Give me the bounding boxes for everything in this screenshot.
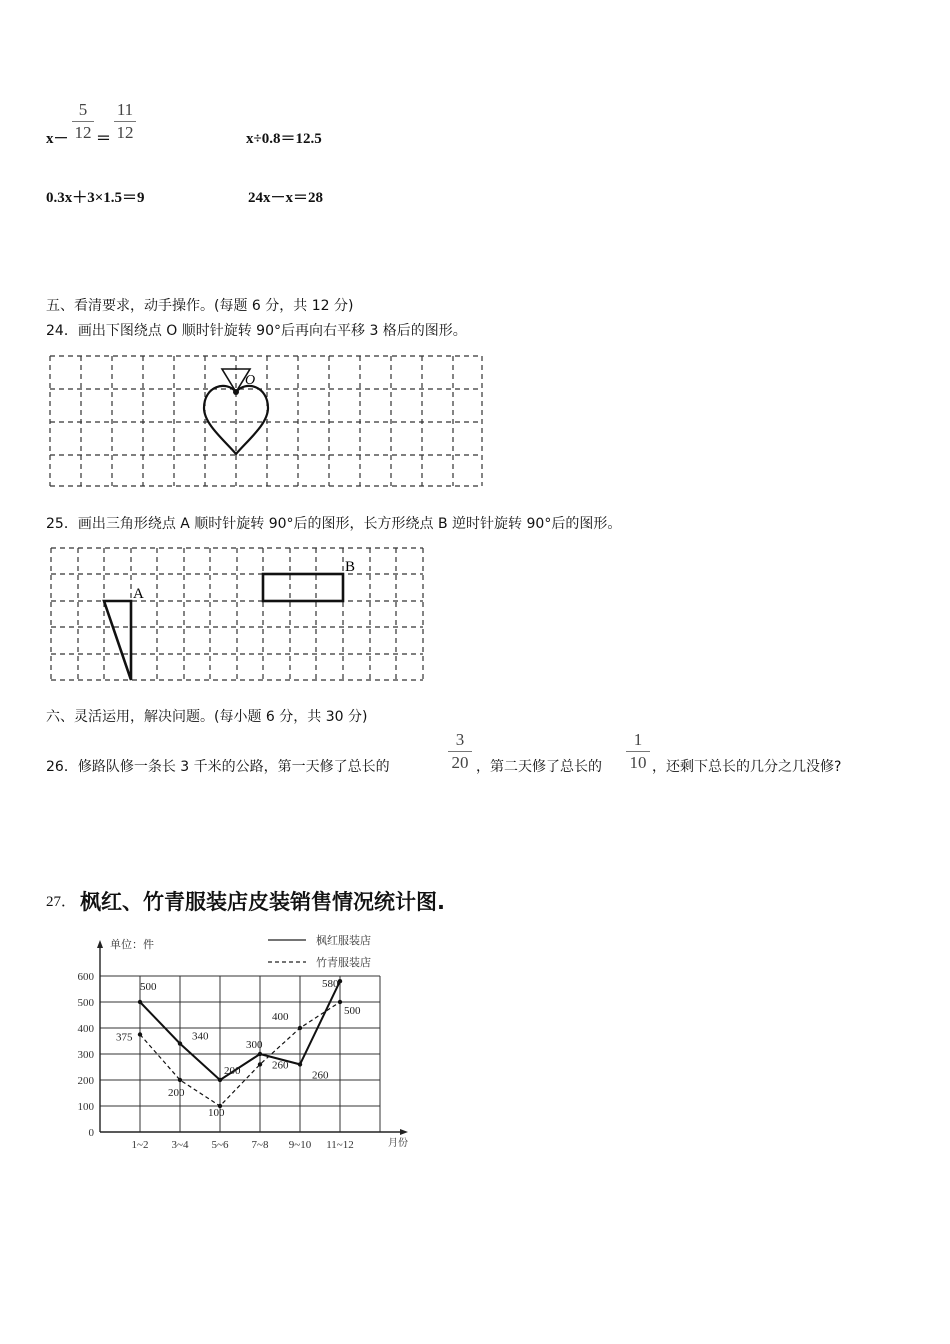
eq2: x÷0.8＝12.5 [246, 131, 322, 147]
q27-number: 27． [46, 894, 77, 910]
eq1-frac1-den: 12 [74, 123, 92, 142]
data-label: 500 [344, 1005, 361, 1017]
q27-title: 枫红、竹青服装店皮装销售情况统计图. [80, 890, 445, 914]
y-tick-label: 400 [77, 1023, 94, 1035]
eq3: 0.3x＋3×1.5＝9 [46, 190, 145, 206]
eq1-fraction-1 [72, 100, 94, 143]
triangle-shape [104, 601, 131, 680]
sales-line-chart [60, 928, 430, 1158]
label-o: O [245, 373, 256, 388]
data-point [138, 1000, 142, 1004]
q24-grid-figure [46, 352, 486, 492]
q25-grid-figure [46, 544, 426, 684]
q26-frac2-num: 1 [633, 730, 643, 749]
q26-frac2-den: 10 [629, 753, 647, 772]
legend-label-fenghong: 枫红服装店 [316, 934, 371, 947]
eq1-frac1-num: 5 [78, 100, 88, 119]
data-label: 300 [246, 1039, 263, 1051]
q26-part1: 26．修路队修一条长 3 千米的公路，第一天修了总长的 [46, 759, 390, 775]
y-tick-label: 200 [77, 1075, 94, 1087]
q26-fraction-2 [626, 730, 650, 773]
q26-frac1-den: 20 [451, 753, 469, 772]
eq1-frac2-den: 12 [116, 123, 134, 142]
x-axis-arrow [400, 1129, 408, 1135]
data-point [178, 1078, 182, 1082]
legend-label-zhuqing: 竹青服装店 [316, 956, 371, 969]
data-label: 260 [272, 1059, 289, 1072]
q24-grid [50, 356, 482, 486]
eq1-x: x－ [46, 131, 69, 147]
data-point [338, 1000, 342, 1004]
data-label: 500 [140, 981, 157, 993]
y-tick-label: 500 [77, 997, 94, 1009]
data-point [258, 1052, 262, 1056]
y-tick-label: 100 [77, 1101, 94, 1113]
data-label: 200 [224, 1065, 241, 1077]
x-tick-label: 11~12 [326, 1139, 354, 1151]
data-point [178, 1041, 182, 1045]
q24-text: 24．画出下图绕点 O 顺时针旋转 90°后再向右平移 3 格后的图形。 [46, 323, 467, 339]
label-a: A [133, 586, 144, 602]
point-o [233, 389, 239, 395]
unit-label: 单位：件 [110, 938, 154, 951]
data-point [258, 1062, 262, 1066]
y-tick-label: 300 [77, 1049, 94, 1061]
x-tick-label: 5~6 [211, 1139, 229, 1151]
data-label: 200 [168, 1087, 185, 1099]
q26-frac1-num: 3 [455, 730, 465, 749]
x-tick-label: 3~4 [171, 1139, 189, 1151]
x-tick-label: 9~10 [288, 1139, 312, 1151]
section6-heading: 六、灵活运用，解决问题。(每小题 6 分，共 30 分) [46, 709, 368, 725]
x-tick-label: 7~8 [251, 1139, 269, 1151]
q26-part2: ，第二天修了总长的 [476, 759, 602, 775]
y-axis-arrow [97, 940, 103, 948]
data-label: 260 [312, 1069, 329, 1082]
data-label: 400 [272, 1011, 289, 1023]
data-point [218, 1078, 222, 1082]
q26-part3: ，还剩下总长的几分之几没修? [652, 759, 842, 775]
rectangle-shape [263, 574, 343, 601]
y-tick-label: 0 [88, 1127, 94, 1139]
x-axis-label: 月份 [388, 1138, 408, 1149]
eq1-fraction-2 [114, 100, 136, 143]
data-label: 580 [322, 978, 339, 991]
q25-grid [51, 548, 423, 680]
data-point [298, 1026, 302, 1030]
data-label: 340 [192, 1030, 209, 1043]
eq1-equals: ＝ [96, 131, 112, 147]
q25-text: 25．画出三角形绕点 A 顺时针旋转 90°后的图形，长方形绕点 B 逆时针旋转 90°后的图形。 [46, 516, 622, 532]
data-point [138, 1032, 142, 1036]
label-b: B [345, 559, 356, 575]
data-point [298, 1062, 302, 1066]
q26-fraction-1 [448, 730, 472, 773]
eq1-frac2-num: 11 [116, 100, 134, 119]
data-label: 100 [208, 1107, 225, 1119]
y-tick-label: 600 [77, 971, 94, 983]
data-label: 375 [116, 1031, 133, 1044]
eq4: 24x－x＝28 [248, 190, 324, 206]
section5-heading: 五、看清要求，动手操作。(每题 6 分，共 12 分) [46, 298, 354, 314]
x-tick-label: 1~2 [131, 1139, 149, 1151]
